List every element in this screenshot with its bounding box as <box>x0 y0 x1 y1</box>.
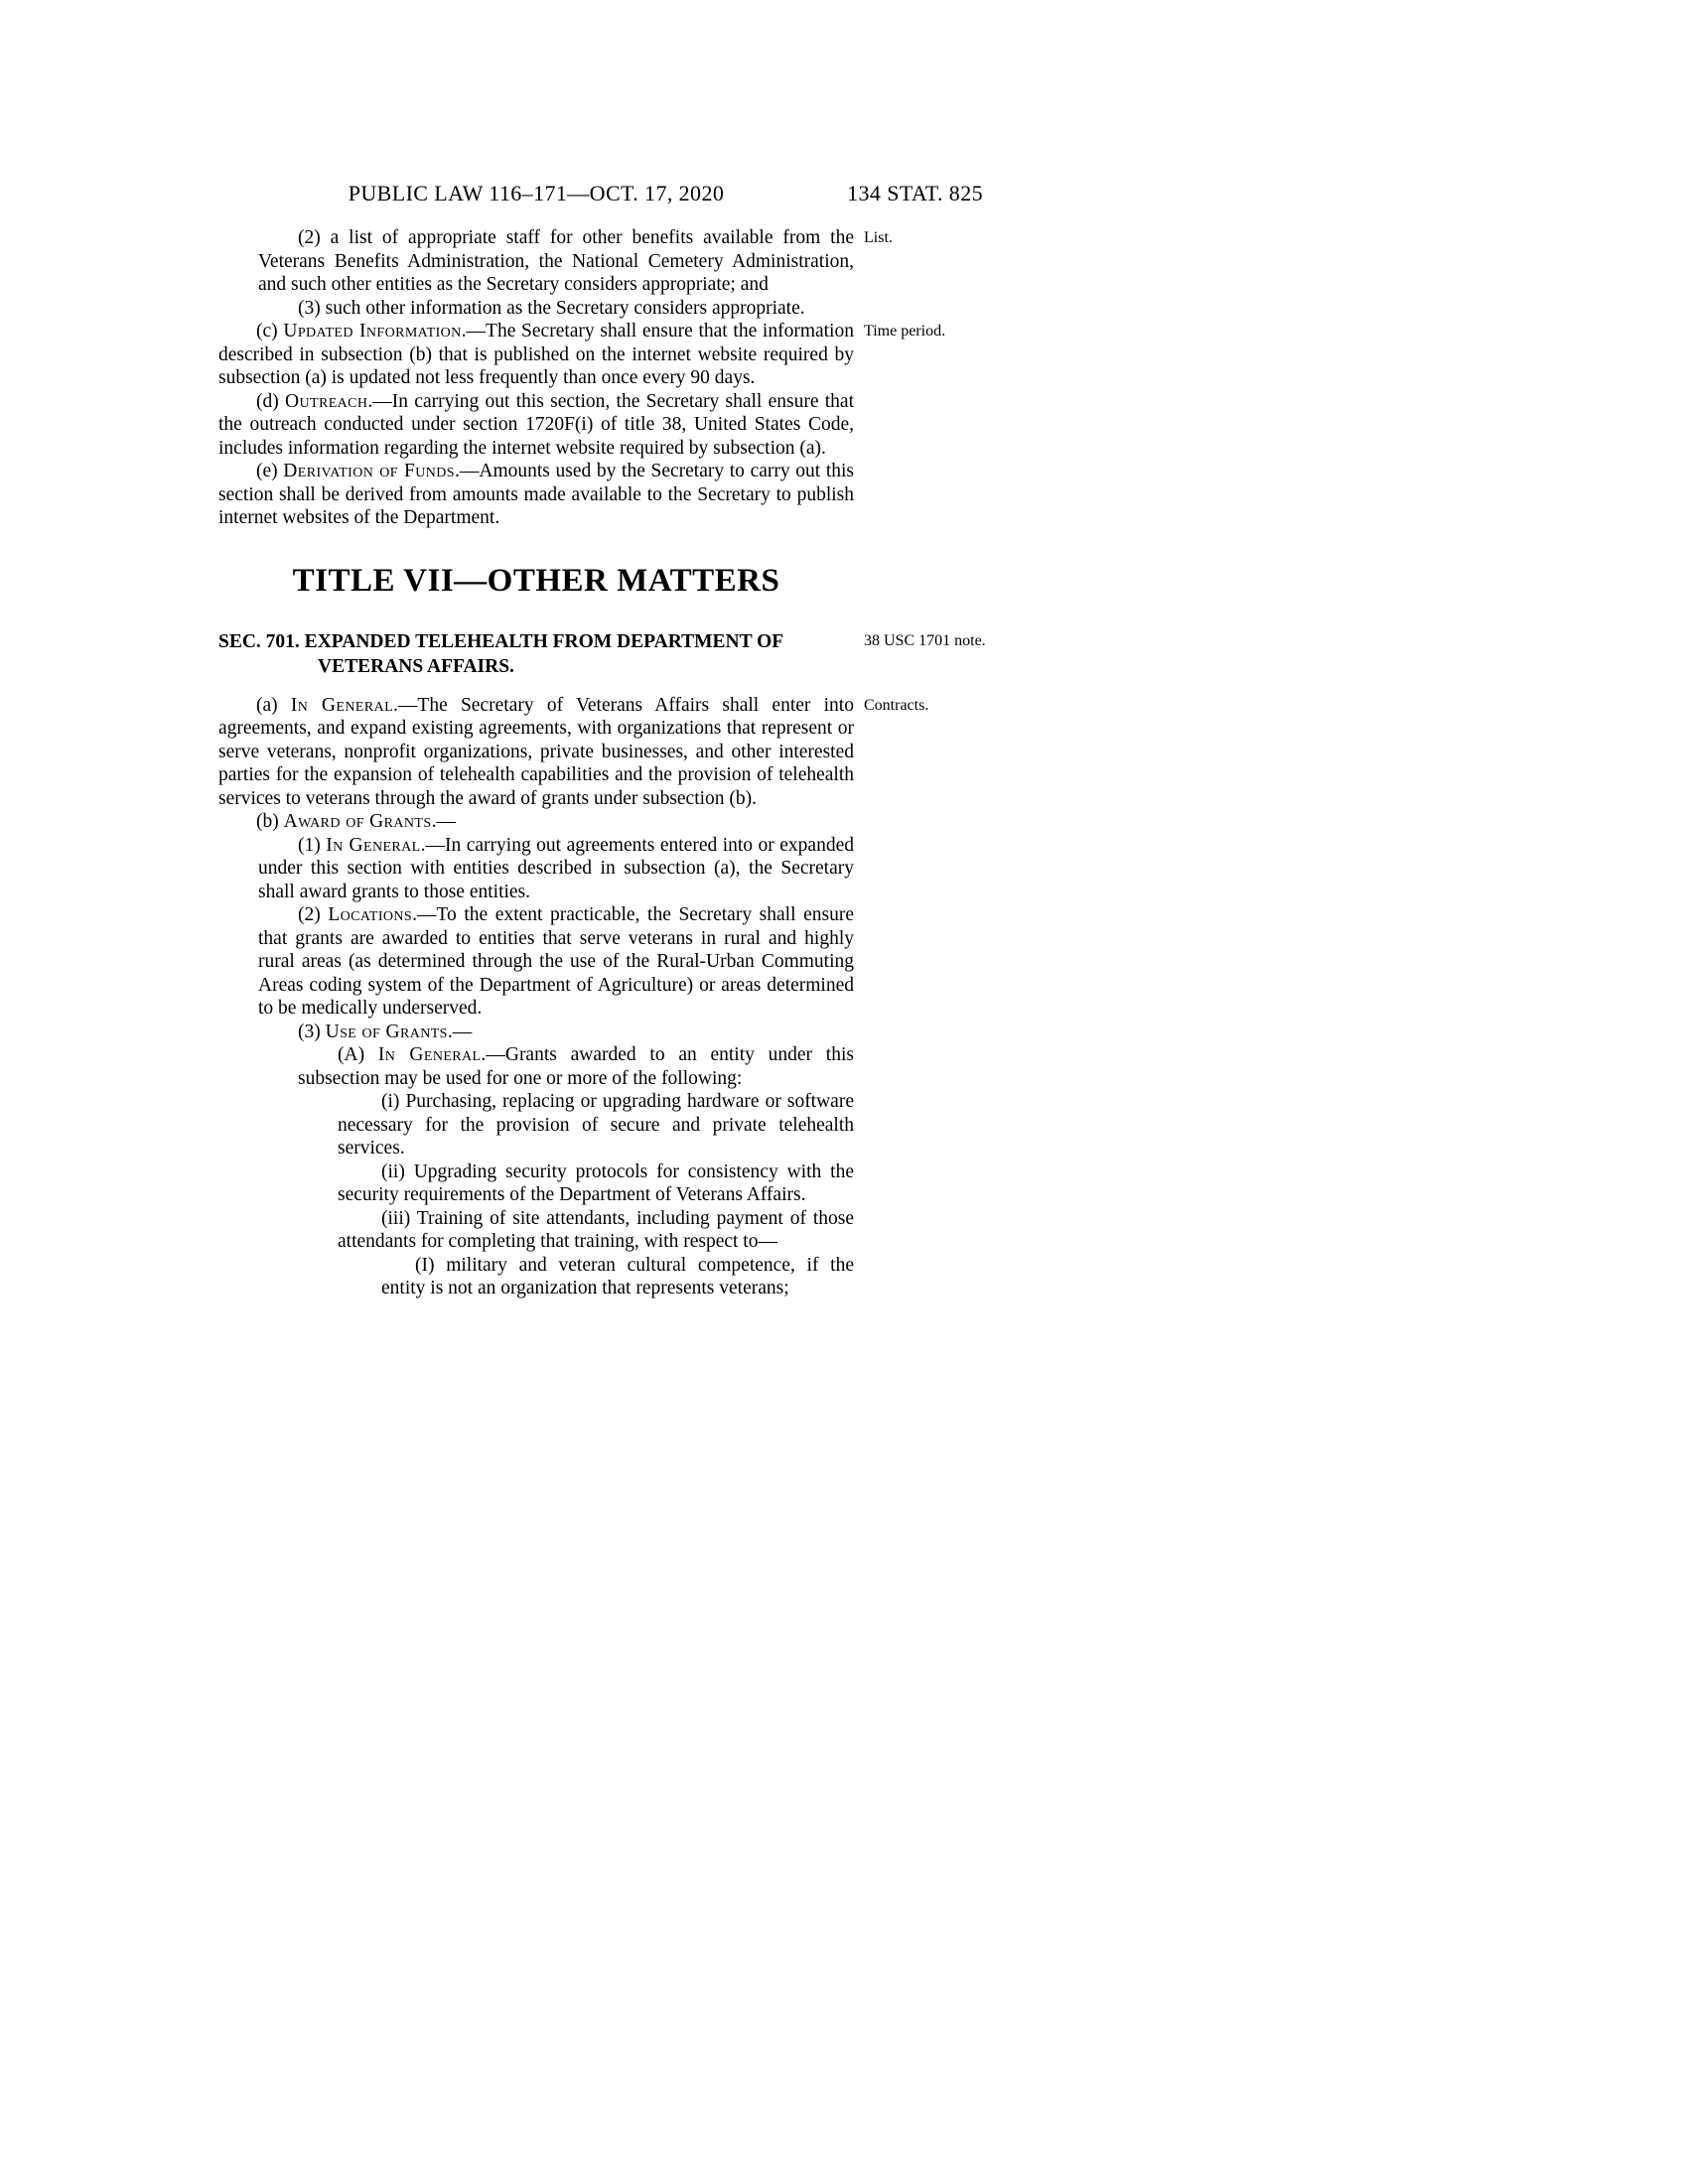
statute-paragraph <box>218 1043 854 1090</box>
text-run: .—The Secretary shall ensure that the information described in subsection (b) that is published on the internet website required by subsection (a) is updated not less frequently than once every 90 days. <box>218 321 854 388</box>
text-run: .— <box>447 1021 473 1042</box>
text-run: .—Grants awarded to an entity under this subsection may be used for one or more of the following: <box>298 1044 854 1089</box>
text-run: SEC. 701. EXPANDED TELEHEALTH FROM DEPARTMENT OF VETERANS AFFAIRS. <box>218 630 783 677</box>
text-run: (2) a list of appropriate staff for other benefits available from the Veterans Benefits Administration, the National Cemetery Administration, and such other entities as the Secretary considers appropriate; and <box>258 227 854 295</box>
statute-paragraph <box>218 903 854 1021</box>
statute-paragraph <box>218 297 854 321</box>
margin-note: Time period. <box>864 323 946 340</box>
text-run: .—The Secretary of Veterans Affairs shall enter into agreements, and expand existing agreements, with organizations that represent or serve veterans, nonprofit organizations, private businesses, and other interested parties for the expansion of telehealth capabilities and the provision of telehealth services to veterans through the award of grants under subsection (b). <box>218 694 854 809</box>
statute-paragraph <box>218 460 854 530</box>
text-run: TITLE VII—OTHER MATTERS <box>292 562 780 599</box>
running-header: PUBLIC LAW 116–171—OCT. 17, 2020 <box>348 181 725 205</box>
margin-note: 38 USC 1701 note. <box>864 631 986 649</box>
statute-paragraph <box>218 1254 854 1300</box>
small-caps-term: In General <box>326 834 421 856</box>
text-run: (iii) Training of site attendants, including payment of those attendants for completing that training, with respect to— <box>338 1207 854 1252</box>
text-run: (A) <box>338 1044 378 1065</box>
statute-paragraph <box>218 1207 854 1254</box>
text-run: .— <box>431 811 456 832</box>
statute-body <box>218 226 986 1300</box>
margin-note: List. <box>864 229 893 246</box>
text-run: (c) <box>256 321 284 341</box>
margin-note: Contracts. <box>864 696 929 714</box>
small-caps-term: Derivation of Funds <box>283 461 455 481</box>
text-run: .—Amounts used by the Secretary to carry out this section shall be derived from amounts made available to the Secretary to publish internet websites of the Department. <box>218 461 854 528</box>
text-run: (i) Purchasing, replacing or upgrading hardware or software necessary for the provision of secure and private telehealth services. <box>338 1091 854 1159</box>
small-caps-term: Updated Information <box>283 321 462 341</box>
statute-paragraph <box>218 1021 854 1044</box>
text-run: (a) <box>256 694 291 716</box>
text-run: (1) <box>298 834 327 856</box>
small-caps-term: In General <box>377 1044 482 1065</box>
small-caps-term: In General <box>290 694 394 716</box>
statute-paragraph <box>218 694 929 811</box>
text-run: .—In carrying out agreements entered into or expanded under this section with entities described in subsection (a), the Secretary shall award grants to those entities. <box>258 834 854 902</box>
statute-paragraph <box>218 390 854 461</box>
statute-paragraph <box>218 320 946 390</box>
statute-paragraph <box>218 1090 854 1160</box>
small-caps-term: Award of Grants <box>283 811 432 832</box>
text-run: (2) <box>298 904 329 925</box>
text-run: (3) such other information as the Secretary considers appropriate. <box>298 297 805 319</box>
text-run: (I) military and veteran cultural competence, if the entity is not an organization that represents veterans; <box>381 1254 854 1298</box>
text-run: .—To the extent practicable, the Secretary shall ensure that grants are awarded to entities that serve veterans in rural and highly rural areas (as determined through the use of the Rural-Urban Commuting Areas coding system of the Department of Agriculture) or areas determined to be medically underserved. <box>258 904 854 1019</box>
title-heading <box>218 562 854 600</box>
statute-paragraph <box>218 226 893 297</box>
text-run: (b) <box>256 811 284 832</box>
statute-paragraph <box>218 1160 854 1207</box>
text-run: .—In carrying out this section, the Secretary shall ensure that the outreach conducted under section 1720F(i) of title 38, United States Code, includes information regarding the internet website required by subsection (a). <box>218 390 854 459</box>
small-caps-term: Outreach <box>285 390 368 412</box>
text-run: (e) <box>256 461 284 481</box>
text-run: (ii) Upgrading security protocols for consistency with the security requirements of the Department of Veterans Affairs. <box>338 1160 854 1205</box>
small-caps-term: Use of Grants <box>325 1021 448 1042</box>
section-heading <box>218 629 986 679</box>
small-caps-term: Locations <box>328 904 413 925</box>
text-run: (d) <box>256 390 286 412</box>
statute-paragraph <box>218 834 854 904</box>
statute-paragraph <box>218 810 854 834</box>
page-number: 134 STAT. 825 <box>847 181 983 205</box>
text-run: (3) <box>298 1021 326 1042</box>
